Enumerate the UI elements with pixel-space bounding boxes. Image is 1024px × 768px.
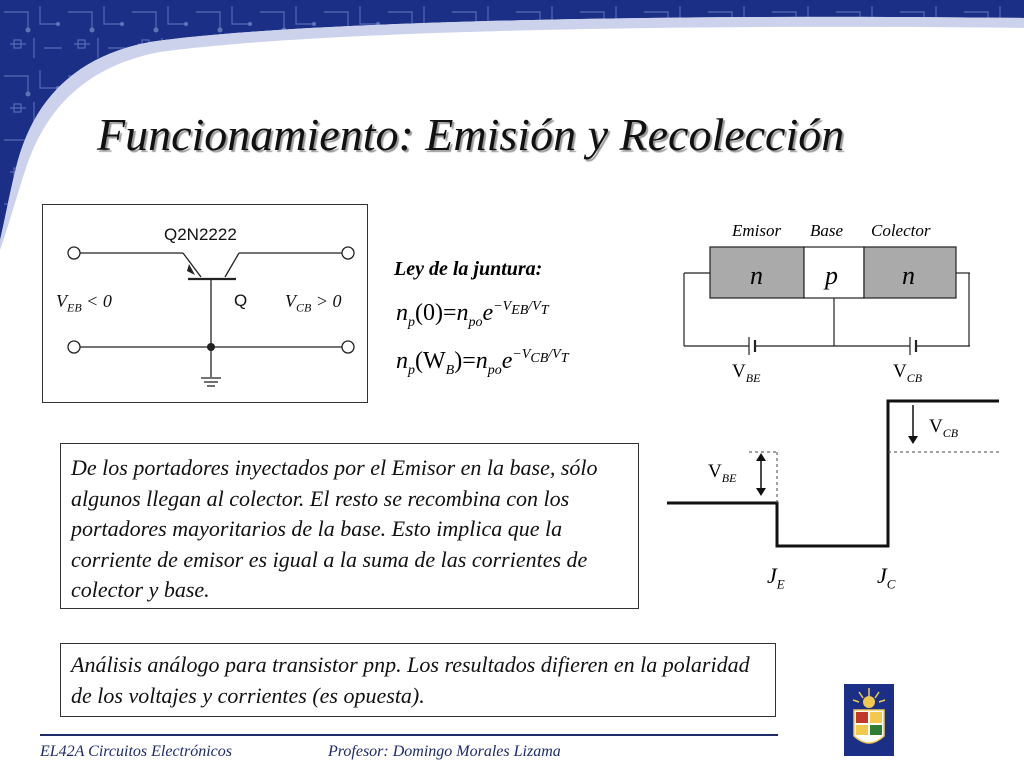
vcb-condition: $V_{CB} > 0$ [285, 291, 342, 315]
footer-course: EL42A Circuitos Electrónicos [40, 743, 232, 760]
region-p-label: p [825, 261, 838, 290]
terminal-emitter-top [68, 247, 80, 259]
region-n2-label: n [902, 261, 915, 290]
junction-je-label: $J_E$ [767, 563, 785, 592]
transistor-ref: Q [234, 291, 248, 310]
ground-node [207, 343, 215, 351]
base-label: Base [810, 221, 844, 240]
footer-professor: Profesor: Domingo Morales Lizama [328, 743, 561, 760]
equation-collector-side: $n_p(W_B)=n_{po}e^{-V_{CB}/V_T}$ [396, 347, 569, 378]
npn-junction-diagram [670, 240, 970, 360]
transistor-name: Q2N2222 [164, 225, 237, 244]
university-logo [844, 684, 894, 756]
colector-label: Colector [871, 221, 931, 240]
junction-law-label: Ley de la juntura: [394, 258, 543, 280]
equation-emitter-side: $n_p(0)=n_{po}e^{-V_{EB}/V_T}$ [396, 299, 549, 330]
region-n1-label: n [750, 261, 763, 290]
band-vbe-label: $V_{BE}$ [708, 461, 737, 485]
vbe-source-label: $V_{BE}$ [732, 361, 761, 385]
terminal-collector-top [342, 247, 354, 259]
explanation-box: De los portadores inyectados por el Emisor en la base, sólo algunos llegan al colector. El resto se recombina con los portadores mayoritarios de la base. Esto implica que la corriente de emisor es igual a la suma de las corrientes de colector y base. [60, 443, 639, 609]
slide-title: Funcionamiento: Emisión y Recolección [97, 109, 845, 160]
vcb-source-label: $V_{CB}$ [893, 361, 923, 385]
terminal-emitter-bottom [68, 341, 80, 353]
junction-jc-label: $J_C$ [877, 563, 896, 592]
pnp-note-box: Análisis análogo para transistor pnp. Los resultados difieren en la polaridad de los voltajes y corrientes (es opuesta). [60, 643, 776, 717]
emisor-label: Emisor [732, 221, 782, 240]
transistor-circuit [42, 204, 368, 403]
veb-condition: $V_{EB} < 0$ [56, 291, 112, 315]
terminal-collector-bottom [342, 341, 354, 353]
band-vcb-label: $V_{CB}$ [929, 416, 959, 440]
